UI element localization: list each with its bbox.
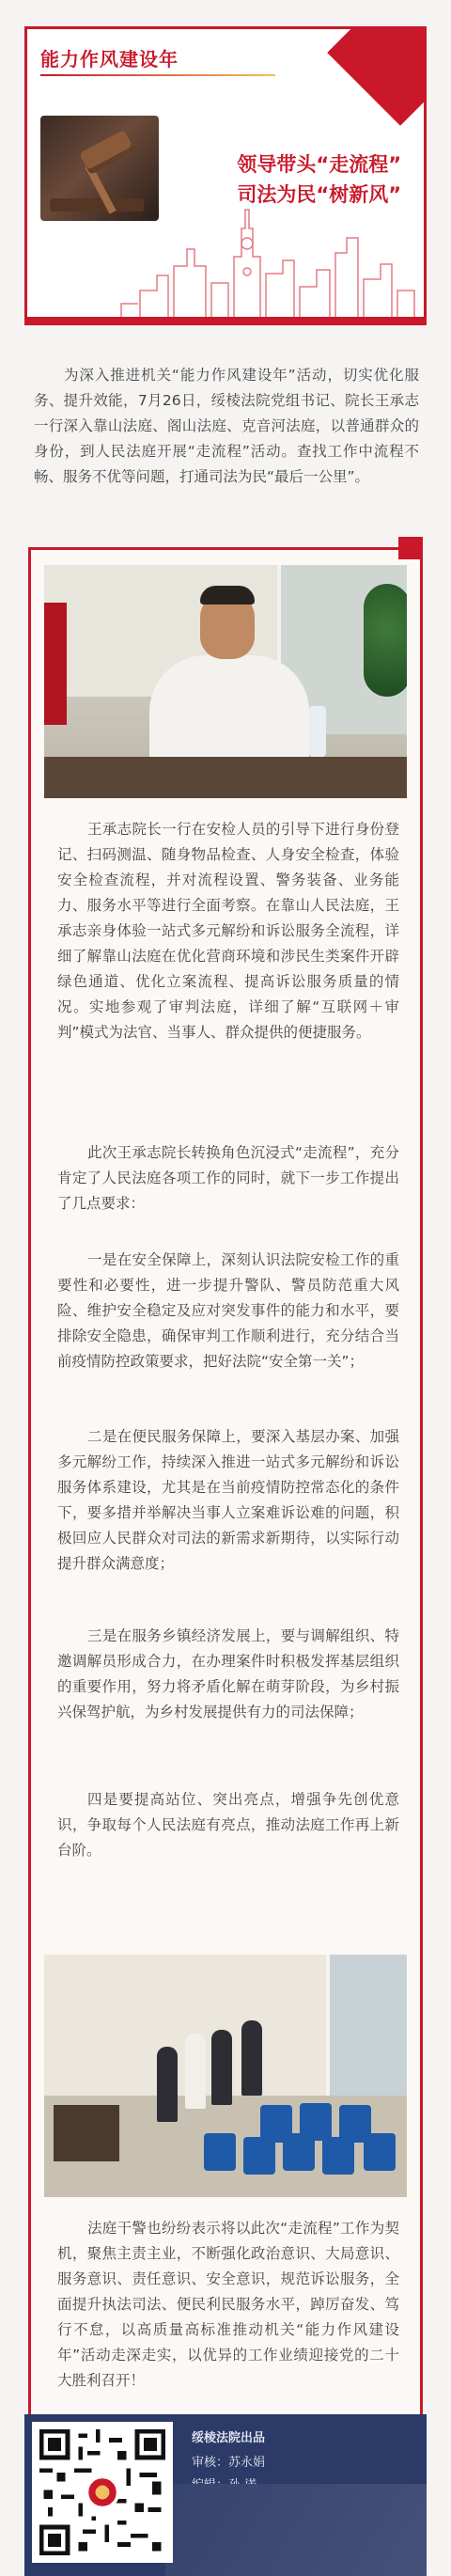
intro-paragraph: 为深入推进机关“能力作风建设年”活动，切实优化服务、提升效能，7月26日，绥棱法院党组书记、院长王承志一行深入靠山法庭、阁山法庭、克音河法庭，以普通群众的身份，到人民法庭开展“走流程”活动。查找工作中流程不畅、服务不优等问题，打通司法为民“最后一公里”。 <box>34 367 419 485</box>
body-paragraph-3 <box>57 1248 399 1374</box>
body-paragraph-7 <box>57 2216 399 2394</box>
president-photo <box>44 565 407 798</box>
photo-water-bottle <box>309 706 326 757</box>
photo-flag <box>44 603 67 725</box>
body-paragraph-6 <box>57 1787 399 1863</box>
paragraph-text: 四是要提高站位、突出亮点，增强争先创优意识，争取每个人民法庭有亮点，推动法庭工作再上新台阶。 <box>57 1791 399 1859</box>
city-skyline-graphic <box>27 200 424 322</box>
footer-decoration <box>165 2484 427 2576</box>
photo-desk <box>44 757 407 798</box>
qr-code[interactable] <box>32 2422 173 2563</box>
photo-plant <box>364 584 407 697</box>
banner-tag-underline <box>40 74 275 76</box>
photo-figure <box>211 2030 232 2105</box>
body-paragraph-5 <box>57 1624 399 1725</box>
photo-figure <box>241 2020 262 2096</box>
footer-reviewer: 审核：苏永娟 <box>192 2456 266 2470</box>
paragraph-text: 此次王承志院长转换角色沉浸式“走流程”，充分肯定了人民法庭各项工作的同时，就下一步工作提出了几点要求： <box>57 1144 399 1212</box>
body-paragraph-2 <box>57 1140 399 1217</box>
body-paragraph-1 <box>57 817 399 1045</box>
paragraph-text: 法庭干警也纷纷表示将以此次“走流程”工作为契机，聚焦主责主业，不断强化政治意识、大局意识、服务意识、责任意识、安全意识，规范诉讼服务，全面提升执法司法、便民利民服务水平，踔厉奋发、笃行不怠，以高质量高标准推动机关“能力作风建设年”活动走深走实，以优异的工作业绩迎接党的二十大胜利召开！ <box>57 2220 399 2389</box>
photo-chair <box>260 2105 292 2143</box>
photo-person-hair <box>200 586 255 605</box>
paragraph-text: 王承志院长一行在安检人员的引导下进行身份登记、扫码测温、随身物品检查、人身安全检查，体验安全检查流程，并对流程设置、警务装备、业务能力、服务水平等进行全面考察。在靠山人民法庭，王承志亲身体验一站式多元解纷和诉讼服务全流程，详细了解靠山法庭在优化营商环境和涉民生类案件开辟绿色通道、优化立案流程、提高诉讼服务质量的情况。实地参观了审判法庭，详细了解“互联网＋审判”模式为法官、当事人、群众提供的便捷服务。 <box>57 821 399 1041</box>
banner-slogan-line2: 司法为民“树新风” <box>237 183 401 206</box>
photo-chair <box>300 2103 332 2141</box>
footer-publisher: 绥棱法院出品 <box>192 2431 266 2445</box>
paragraph-text: 三是在服务乡镇经济发展上，要与调解组织、特邀调解员形成合力，在办理案件时积极发挥基层组织的重要作用，努力将矛盾化解在萌芽阶段，为乡村振兴保驾护航，为乡村发展提供有力的司法保障； <box>57 1627 399 1720</box>
banner-tag: 能力作风建设年 <box>40 48 179 71</box>
photo-figure <box>157 2047 178 2122</box>
photo-window <box>326 1955 407 2096</box>
banner-corner-decoration <box>327 26 427 126</box>
gavel-icon <box>79 130 135 175</box>
photo-chair <box>243 2137 275 2175</box>
qr-code-icon <box>39 2429 165 2555</box>
article-frame <box>28 547 423 2484</box>
photo-figure <box>185 2034 206 2109</box>
photo-table <box>54 2105 119 2161</box>
photo-chair <box>204 2133 236 2171</box>
body-paragraph-4 <box>57 1424 399 1577</box>
header-banner <box>24 26 427 325</box>
photo-chair <box>339 2105 371 2143</box>
paragraph-text: 一是在安全保障上，深刻认识法院安检工作的重要性和必要性，进一步提升警队、警员防范重大风险、维护安全稳定及应对突发事件的能力和水平，要排除安全隐患，确保审判工作顺利进行，充分结合当前疫情防控政策要求，把好法院“安全第一关”； <box>57 1251 399 1370</box>
frame-corner-accent <box>398 537 423 559</box>
courtroom-photo <box>44 1955 407 2197</box>
banner-slogan-line1: 领导带头“走流程” <box>237 153 401 176</box>
paragraph-text: 二是在便民服务保障上，要深入基层办案、加强多元解纷工作，持续深入推进一站式多元解纷和诉讼服务体系建设，尤其是在当前疫情防控常态化的条件下，要多措并举解决当事人立案难诉讼难的问题，积极回应人民群众对司法的新需求新期待，以实际行动提升群众满意度； <box>57 1428 399 1572</box>
photo-chair <box>322 2137 354 2175</box>
